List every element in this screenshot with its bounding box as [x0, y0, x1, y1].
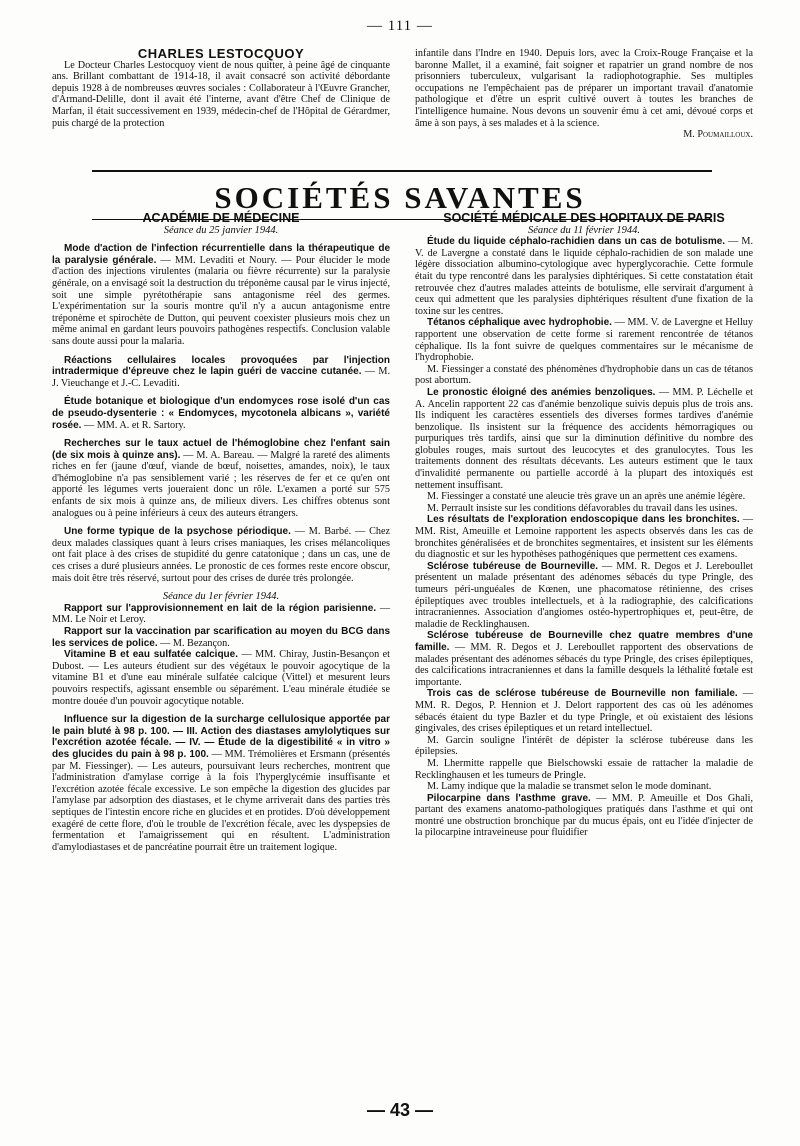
- report-6-title: Sclérose tubéreuse de Bourneville chez quatre membres d'une famille.: [415, 630, 753, 653]
- report-6-authors: — MM. R. Degos et J. Lereboullet: [454, 641, 615, 653]
- report-6-body: rapportent des observations de malades présentant des adénomes sébacés du type Pringle, des crises épileptiques, des calcifications intracraniennes et dans la famille desquels la léthalité fœtale est importante.: [415, 641, 754, 688]
- communication-5: [52, 526, 390, 584]
- communication-5-authors: — M. Barbé.: [294, 526, 352, 538]
- academie-column: [52, 213, 390, 853]
- communication-8-authors: — MM. Chiray, Justin-Besançon et Dubost.: [52, 649, 390, 672]
- communication-8-title: Vitamine B et eau sulfatée calcique.: [64, 649, 238, 661]
- report-7: [415, 688, 753, 734]
- report-3: [415, 387, 753, 491]
- bottom-page-number: — 43 —: [366, 1100, 434, 1120]
- report-5-body: présentent un malade présentant des adénomes sébacés du type Pringle, des tumeurs péri-unguéales de Kœnen, une phacomatose rétinienne, des crises épileptiques avec troubles intellectuels, et à la radiographie, des calcifications intracraniennes. Association d'angiomes ostéo-hypertrophiques et, peut-être, de maladie de Recklinghausen.: [415, 572, 753, 630]
- report-8-authors: — MM. P. Ameuille et Dos Ghali,: [596, 792, 754, 804]
- communication-4-title: Recherches sur le taux actuel de l'hémoglobine chez l'enfant sain (de six mois à quinze ans).: [52, 438, 390, 461]
- communication-3: [52, 396, 390, 431]
- obituary-paragraph-2: infantile dans l'Indre en 1940. Depuis lors, avec la Croix-Rouge Française et la baronne Mallet, il a examiné, fait soigner et rapatrier un grand nombre de nos prisonniers tuberculeux, vulgarisant la radiophotographie. Ses multiples occupations ne l'empêchaient pas de préparer un important travail d'anatomie pathologique et d'être un esprit cultivé ouvert à toutes les branches de l'intelligence humaine. Nous devons un souvenir ému à cet ami, dévoué corps et âme à son pays, à ses malades et à la science.: [415, 48, 753, 129]
- communication-6: [52, 603, 390, 626]
- report-4-title: Les résultats de l'exploration endoscopique dans les bronchites.: [427, 514, 740, 526]
- report-4-authors: — MM. Rist, Ameuille et Lemoine: [415, 514, 753, 538]
- communication-6-title: Rapport sur l'approvisionnement en lait de la région parisienne.: [64, 602, 377, 614]
- societe-title: SOCIÉTÉ MÉDICALE DES HOPITAUX DE PARIS: [443, 211, 725, 225]
- communication-1-authors: — MM. Levaditi et Noury.: [160, 254, 278, 266]
- report-2-title: Tétanos céphalique avec hydrophobie.: [427, 317, 612, 329]
- report-3-body: rapportent 22 cas d'anémie benzolique suivis depuis plus de trois ans. Ils indiquent les caractères essentiels des diverses formes tardives d'anémie benzolique. Ils insistent sur la fréquence des accidents hémorragiques ou purpuriques très tardifs, ainsi que sur la diminution définitive du nombre des globules rouges, mais surtout des leucocytes et des granulocytes. Tous les traitements donnent des résultats décevants. Les auteurs estiment que le taux d'invalidité permanente ou partielle accordé à la plupart des intoxiqués est nettement insuffisant.: [415, 398, 754, 491]
- report-7-comment-2: M. Lhermitte rappelle que Bielschowski essaie de rattacher la maladie de Recklinghausen et les tumeurs de Pringle.: [415, 757, 753, 781]
- report-3-authors: — MM. P. Léchelle et A. Ancelin: [415, 386, 753, 410]
- communication-2: [52, 355, 390, 390]
- obituary-paragraph-1: Le Docteur Charles Lestocquoy vient de nous quitter, à peine âgé de cinquante ans. Brillant combattant de 1914-18, il avait consacré son activité débordante depuis 1928 à de nombreuses œuvres sociales : Collaborateur à l'Œuvre Grancher, d'Armand-Delille, dont il avait été l'interne, avant d'être Chef de Clinique de Marfan, il était successivement en 1939, médecin-chef de l'Hôpital de Gérardmer, puis chargé de la protection: [52, 59, 390, 129]
- report-4: [415, 514, 753, 560]
- report-7-body: rapportent des cas où les adénomes sébacés étaient du type Bazler et du type Pringle, et où existaient des lésions gingivales, des crises épileptiques et un retard intellectuel.: [415, 699, 754, 735]
- communication-7: [52, 626, 390, 649]
- report-2-comment: M. Fiessinger a constaté des phénomènes d'hydrophobie dans un cas de tétanos post abortum.: [415, 363, 753, 387]
- report-1-body: a constaté dans le liquide céphalo-rachidien de son malade une légère dissociation albumino-cytologique avec hyperglycorachie. Cette formule était du type rencontré dans les paralysies diphtériques. Si cette constatation était retrouvée chez d'autres malades atteints de botulisme, elle servirait d'argument à ceux qui admettent que les paralysies diphtériques résultent d'une fixation de la toxine sur les centres.: [415, 247, 754, 317]
- report-2: [415, 317, 753, 363]
- report-3-comment-1: M. Fiessinger a constaté une aleucie très grave un an après une anémie légère.: [427, 491, 746, 503]
- report-6: [415, 630, 753, 688]
- communication-2-authors: — M. J. Vieuchange et J.-C. Levaditi.: [52, 366, 391, 389]
- communication-4: [52, 438, 390, 519]
- report-7-title: Trois cas de sclérose tubéreuse de Bourneville non familiale.: [427, 688, 738, 700]
- seance-date-1: Séance du 25 janvier 1944.: [163, 224, 279, 236]
- report-8-title: Pilocarpine dans l'asthme grave.: [427, 792, 591, 804]
- seance-date-2: Séance du 1er février 1944.: [162, 591, 280, 603]
- communication-8: [52, 649, 390, 707]
- communication-4-body: — Malgré la rareté des aliments riches en fer (jaune d'œuf, viande de bœuf, noisettes, amandes, noix), le taux d'hémoglobine n'a pas sensiblement varié ; les réserves de fer et ce qu'en ont apporté les légumes verts joueraient donc un rôle. L'examen a porté sur 575 enfants de six mois à quinze ans, de milieux divers. Les chiffres obtenus sont analogues ou à peine inférieurs à ceux des auteurs étrangers.: [52, 449, 391, 519]
- communication-8-body: — Les auteurs étudient sur des végétaux le pouvoir agocytique de la vitamine B1 et d'une eau minérale sulfatée calcique (Vittel) et mesurent leurs pouvoirs respectifs, agissant ensemble ou séparément. L'eau minérale étudiée se montre douée d'un pouvoir agocytique notable.: [52, 660, 391, 707]
- obituary-column-right: [415, 48, 753, 141]
- communication-3-authors: — MM. A. et R. Sartory.: [84, 419, 186, 431]
- communication-3-title: Étude botanique et biologique d'un endomyces rose isolé d'un cas de pseudo-dysenterie : « Endomyces, mycotonela albicans », variété rosée.: [52, 396, 390, 431]
- report-8-body: partant des examens anatomo-pathologiques pratiqués dans l'asthme et qui ont montré une obstruction bronchique par du mucus épais, ont eu l'idée d'injecter de la pilocarpine intraveineuse pour fluidifier: [415, 804, 753, 839]
- societe-medicale-column: [415, 213, 753, 839]
- top-page-number: — 111 —: [367, 18, 433, 34]
- communication-9-body: — Les auteurs, poursuivant leurs recherches, montrent que l'administration d'amylase corrige à la fois l'hyperglycémie insuffisante et l'excrétion azotée fécale excessive. Le son empêche la digestion des glucides par l'amylase par adsorption des diastases, et le chyme arriverait dans des parties très septiques de l'intestin encore riche en glucides et en protides. D'où développement exagéré de cette flore, d'où le trouble de l'excrétion fécale, avec les dyspepsies de fermentation et l'amaigrissement qui en résultent. L'administration d'amylodiastases et de pancréatine pourrait être un traitement logique.: [52, 760, 390, 853]
- section-banner: SOCIÉTÉS SAVANTES: [214, 180, 586, 215]
- report-5: [415, 561, 753, 631]
- top-rule: [92, 170, 712, 172]
- report-4-body: rapportent les aspects observés dans les cas de bronchites généralisées et de bronchites segmentaires, et insistent sur les éléments du diagnostic et sur les hypothèses pathogéniques que permettent ces examens.: [415, 526, 753, 561]
- communication-7-authors: — M. Bezançon.: [160, 637, 230, 649]
- communication-5-title: Une forme typique de la psychose périodique.: [64, 526, 291, 538]
- report-2-authors: — MM. V. de Lavergne et Helluy: [614, 317, 753, 329]
- communication-6-authors: — MM. Le Noir et Leroy.: [52, 602, 390, 626]
- communication-4-authors: — M. A. Bareau.: [183, 449, 255, 461]
- report-3-comment-2: M. Perrault insiste sur les conditions défavorables du travail dans les usines.: [427, 502, 738, 514]
- report-1-authors: — M. V. de Lavergne: [415, 236, 754, 259]
- communication-9-authors: — MM. Trémolières et Ersmann (présentés par M. Fiessinger).: [52, 748, 391, 772]
- report-7-comment-1: M. Garcin souligne l'intérêt de dépister la sclérose tubéreuse dans les épilepsies.: [415, 734, 753, 758]
- seance-date-3: Séance du 11 février 1944.: [527, 224, 641, 236]
- communication-9: [52, 714, 390, 853]
- obituary-column-left: [52, 48, 390, 129]
- report-7-comment-3: M. Lamy indique que la maladie se transmet selon le mode dominant.: [427, 781, 712, 793]
- obituary-title: CHARLES LESTOCQUOY: [137, 46, 305, 61]
- report-3-title: Le pronostic éloigné des anémies benzoliques.: [427, 386, 656, 398]
- academie-title: ACADÉMIE DE MÉDECINE: [142, 211, 300, 225]
- report-8: [415, 793, 753, 839]
- communication-5-body: — Chez deux malades classiques quant à leurs crises maniaques, les crises mélancoliques ont fait place à des crises de stupidité du genre catatonique ; dans un cas, une de ces crises a duré plusieurs années. Le pronostic de ces formes reste encore obscur, mais doit être très réservé, surtout pour des crises de durée très prolongée.: [52, 526, 391, 584]
- communication-7-title: Rapport sur la vaccination par scarification au moyen du BCG dans les services de police.: [52, 626, 390, 649]
- report-7-authors: — MM. R. Degos, P. Hennion et J. Delort: [415, 688, 754, 711]
- obituary-signature: M. Poumailloux.: [683, 129, 753, 141]
- report-5-title: Sclérose tubéreuse de Bourneville.: [427, 560, 599, 572]
- report-2-body: rapportent une observation de cette forme si rarement rencontrée de tétanos céphalique. Ils la font suivre de quelques commentaires sur le mécanisme de l'hydrophobie.: [415, 328, 753, 364]
- report-5-authors: — MM. R. Degos et J. Lereboullet: [602, 560, 754, 572]
- communication-2-title: Réactions cellulaires locales provoquées par l'injection intradermique d'épreuve chez le lapin guéri de vaccine cutanée.: [52, 354, 390, 378]
- communication-1-body: — Pour élucider le mode d'action des injections virulentes (malaria ou fièvre récurrente) sur la paralysie générale, on a envisagé soit la destruction du tréponème causal par le virus injecté, soit une simple pyrétothérapie sans antagonisme réel des germes. L'expérimentation sur la souris montre qu'il n'y a aucun antagonisme entre tréponème et spirochète de Dutton, qui peuvent coexister plusieurs mois chez un même animal en gardant leurs pouvoirs pathogènes respectifs. Conclusion valable sans doute aussi pour la malaria.: [52, 254, 391, 347]
- communication-1: [52, 243, 390, 347]
- report-1-title: Étude du liquide céphalo-rachidien dans un cas de botulisme.: [427, 236, 726, 248]
- report-1: [415, 236, 753, 317]
- communication-1-title: Mode d'action de l'infection récurrentielle dans la thérapeutique de la paralysie générale.: [52, 243, 390, 266]
- communication-9-title: Influence sur la digestion de la surcharge cellulosique apportée par le pain bluté à 98 p. 100. — III. Action des diastases amylolytiques sur l'excrétion azotée fécale. — IV. — Étude de la digestibilité « in vitro » des glucides du pain à 98 p. 100.: [52, 714, 390, 760]
